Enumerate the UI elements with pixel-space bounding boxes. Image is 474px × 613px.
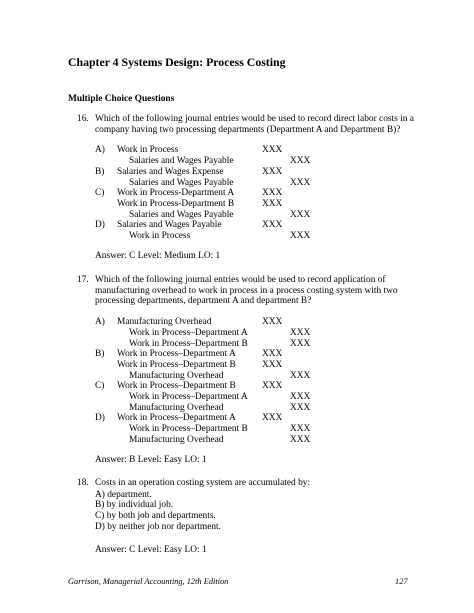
journal-account: Work in Process-Department A <box>117 188 235 199</box>
answer-option: B) by individual job. <box>95 500 174 511</box>
debit-amount: XXX <box>262 413 283 424</box>
question-number: 16. <box>77 114 89 124</box>
question-stem-line: Which of the following journal entries would be used to record direct labor costs in a <box>95 114 414 124</box>
credit-amount: XXX <box>290 434 311 445</box>
journal-account: Manufacturing Overhead <box>129 402 224 413</box>
debit-amount: XXX <box>262 198 283 209</box>
option-letter: D) <box>95 413 105 424</box>
question-stem-line: manufacturing overhead to work in process in a process costing system with two <box>95 285 398 296</box>
answer-key: Answer: C Level: Medium LO: 1 <box>95 250 221 261</box>
footer-page-number: 127 <box>395 577 408 586</box>
debit-amount: XXX <box>262 188 283 199</box>
option-letter: A) <box>95 145 105 156</box>
footer-source: Garrison, Managerial Accounting, 12th Edition <box>68 577 229 586</box>
question-stem-line: processing departments, department A and department B? <box>95 296 312 307</box>
credit-amount: XXX <box>290 392 311 402</box>
option-letter: C) <box>95 188 105 199</box>
question-stem-line: company having two processing departments (Department A and Department B)? <box>95 124 401 135</box>
answer-key: Answer: C Level: Easy LO: 1 <box>95 544 207 555</box>
option-letter: C) <box>95 381 105 392</box>
answer-option: C) by both job and departments. <box>95 511 216 522</box>
debit-amount: XXX <box>262 166 283 177</box>
journal-account: Work in Process–Department A <box>129 327 248 338</box>
journal-account: Salaries and Wages Payable <box>117 220 222 231</box>
journal-account: Work in Process–Department B <box>117 359 236 370</box>
option-letter: A) <box>95 317 105 328</box>
credit-amount: XXX <box>290 177 311 188</box>
debit-amount: XXX <box>262 317 283 328</box>
chapter-title: Chapter 4 Systems Design: Process Costing <box>68 55 286 69</box>
journal-account: Work in Process–Department A <box>117 349 236 360</box>
credit-amount: XXX <box>290 402 311 413</box>
credit-amount: XXX <box>290 370 311 381</box>
debit-amount: XXX <box>262 349 283 360</box>
section-title: Multiple Choice Questions <box>68 94 175 104</box>
journal-account: Work in Process–Department B <box>129 424 248 435</box>
answer-option: A) department. <box>95 489 152 500</box>
question-stem-line: Which of the following journal entries would be used to record application of <box>95 275 386 285</box>
option-letter: D) <box>95 220 105 231</box>
question-stem-line: Costs in an operation costing system are accumulated by: <box>95 478 311 488</box>
credit-amount: XXX <box>290 209 311 220</box>
journal-account: Work in Process-Department B <box>117 198 235 209</box>
journal-account: Manufacturing Overhead <box>117 317 212 328</box>
option-letter: B) <box>95 349 105 360</box>
credit-amount: XXX <box>290 424 311 435</box>
journal-account: Work in Process <box>117 145 179 156</box>
journal-account: Salaries and Wages Expense <box>117 166 224 177</box>
credit-amount: XXX <box>290 231 311 241</box>
answer-key: Answer: B Level: Easy LO: 1 <box>95 454 207 465</box>
debit-amount: XXX <box>262 220 283 231</box>
journal-account: Work in Process–Department A <box>117 413 236 424</box>
debit-amount: XXX <box>262 359 283 370</box>
journal-account: Salaries and Wages Payable <box>129 209 234 220</box>
journal-account: Work in Process–Department A <box>129 392 248 402</box>
journal-account: Manufacturing Overhead <box>129 434 224 445</box>
credit-amount: XXX <box>290 156 311 167</box>
journal-account: Manufacturing Overhead <box>129 370 224 381</box>
debit-amount: XXX <box>262 145 283 156</box>
journal-account: Work in Process–Department B <box>129 338 248 349</box>
journal-account: Salaries and Wages Payable <box>129 177 234 188</box>
debit-amount: XXX <box>262 381 283 392</box>
journal-account: Salaries and Wages Payable <box>129 156 234 167</box>
credit-amount: XXX <box>290 327 311 338</box>
option-letter: B) <box>95 166 105 177</box>
credit-amount: XXX <box>290 338 311 349</box>
question-number: 18. <box>77 478 89 488</box>
question-number: 17. <box>77 275 89 285</box>
journal-account: Work in Process <box>129 231 191 241</box>
journal-account: Work in Process–Department B <box>117 381 236 392</box>
answer-option: D) by neither job nor department. <box>95 521 222 532</box>
